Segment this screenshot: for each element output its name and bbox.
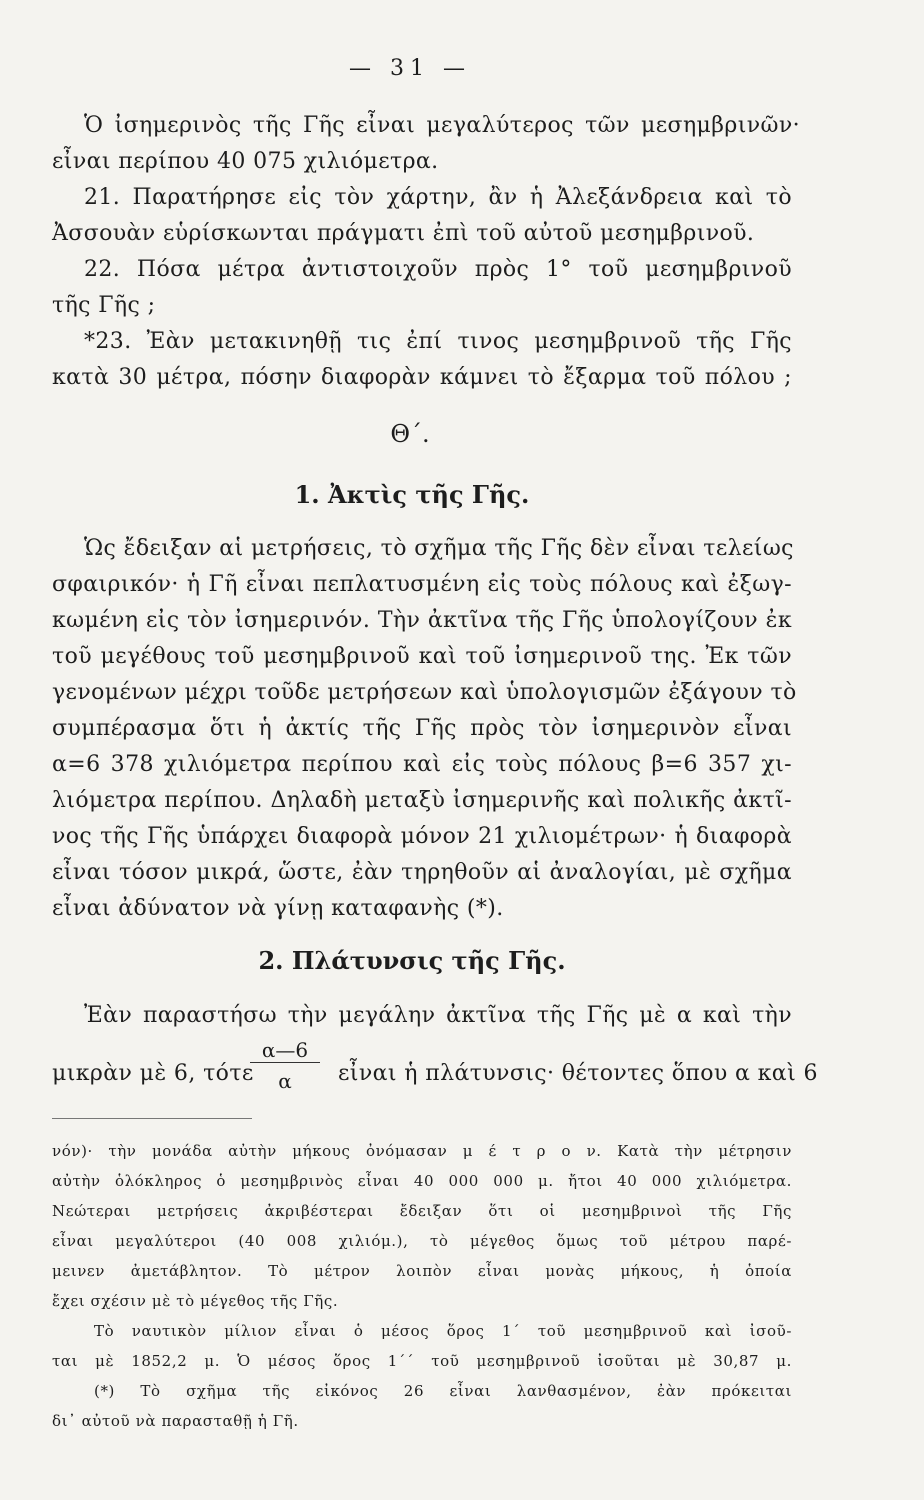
section-1-line: νος τῆς Γῆς ὑπάρχει διαφορὰ μόνον 21 χιλιομέτρων· ἡ διαφορὰ bbox=[52, 824, 792, 849]
footnote-line: εἶναι μεγαλύτεροι (40 008 χιλιόμ.), τὸ μέγεθος ὅμως τοῦ μέτρου παρέ- bbox=[52, 1232, 792, 1250]
footnote-line: ται μὲ 1852,2 μ. Ὁ μέσος ὅρος 1΄΄ τοῦ μεσημβρινοῦ ἰσοῦται μὲ 30,87 μ. bbox=[52, 1352, 792, 1370]
exercise-22-cont: τῆς Γῆς ; bbox=[52, 293, 156, 318]
section-2-title: 2. Πλάτυνσις τῆς Γῆς. bbox=[258, 946, 566, 975]
footnote-line: ἔχει σχέσιν μὲ τὸ μέγεθος τῆς Γῆς. bbox=[52, 1292, 339, 1310]
footnote-asterisk-cont: δι᾿ αὐτοῦ νὰ παρασταθῇ ἡ Γῆ. bbox=[52, 1412, 299, 1430]
exercise-intro-line: εἶναι περίπου 40 075 χιλιόμετρα. bbox=[52, 149, 439, 174]
fraction-denominator: α bbox=[278, 1069, 292, 1093]
section-2-line-end: εἶναι ἡ πλάτυνσις· θέτοντες ὅπου α καὶ 6 bbox=[338, 1061, 818, 1086]
section-1-line: α=6 378 χιλιόμετρα περίπου καὶ εἰς τοὺς πόλους β=6 357 χι- bbox=[52, 752, 792, 777]
section-1-line: εἶναι τόσον μικρά, ὥστε, ἐὰν τηρηθοῦν αἱ ἀναλογίαι, μὲ σχῆμα bbox=[52, 860, 792, 885]
exercise-22: 22. Πόσα μέτρα ἀντιστοιχοῦν πρὸς 1° τοῦ μεσημβρινοῦ bbox=[84, 257, 792, 282]
exercise-23-cont: κατὰ 30 μέτρα, πόσην διαφορὰν κάμνει τὸ ἔξαρμα τοῦ πόλου ; bbox=[52, 365, 792, 390]
section-1-line: κωμένη εἰς τὸν ἰσημερινόν. Τὴν ἀκτῖνα τῆς Γῆς ὑπολογίζουν ἐκ bbox=[52, 608, 792, 633]
footnote-line: μεινεν ἀμετάβλητον. Τὸ μέτρον λοιπὸν εἶναι μονὰς μήκους, ἡ ὁποία bbox=[52, 1262, 792, 1280]
footnote-asterisk: (*) Τὸ σχῆμα τῆς εἰκόνος 26 εἶναι λανθασμένον, ἐὰν πρόκειται bbox=[94, 1382, 792, 1400]
footnote-line: αὐτὴν ὁλόκληρος ὁ μεσημβρινὸς εἶναι 40 000 000 μ. ἤτοι 40 000 χιλιόμετρα. bbox=[52, 1172, 792, 1190]
footnote-line: Τὸ ναυτικὸν μίλιον εἶναι ὁ μέσος ὅρος 1΄ τοῦ μεσημβρινοῦ καὶ ἰσοῦ- bbox=[94, 1322, 792, 1340]
section-2-line: Ἐὰν παραστήσω τὴν μεγάλην ἀκτῖνα τῆς Γῆς μὲ α καὶ τὴν bbox=[84, 1003, 792, 1028]
section-1-line: τοῦ μεγέθους τοῦ μεσημβρινοῦ καὶ τοῦ ἰσημερινοῦ της. Ἐκ τῶν bbox=[52, 644, 792, 669]
section-1-line: Ὡς ἔδειξαν αἱ μετρήσεις, τὸ σχῆμα τῆς Γῆς δὲν εἶναι τελείως bbox=[84, 536, 794, 561]
section-1-line: σφαιρικόν· ἡ Γῆ εἶναι πεπλατυσμένη εἰς τοὺς πόλους καὶ ἐξωγ- bbox=[52, 572, 792, 597]
page-number: — 31 — bbox=[349, 56, 471, 81]
fraction-numerator: α—6 bbox=[250, 1038, 320, 1063]
exercise-21-cont: Ἀσσουὰν εὑρίσκωνται πράγματι ἐπὶ τοῦ αὐτοῦ μεσημβρινοῦ. bbox=[52, 221, 755, 246]
section-1-line: γενομένων μέχρι τοῦδε μετρήσεων καὶ ὑπολογισμῶν ἐξάγουν τὸ bbox=[52, 680, 797, 705]
chapter-mark: Θ΄. bbox=[390, 420, 430, 448]
section-1-title: 1. Ἀκτὶς τῆς Γῆς. bbox=[294, 480, 530, 509]
section-1-line: εἶναι ἀδύνατον νὰ γίνῃ καταφανὴς (*). bbox=[52, 896, 504, 921]
footnote-line: νόν)· τὴν μονάδα αὐτὴν μήκους ὀνόμασαν μ έ τ ρ ο ν. Κατὰ τὴν μέτρησιν bbox=[52, 1142, 792, 1160]
section-1-line: συμπέρασμα ὅτι ἡ ἀκτίς τῆς Γῆς πρὸς τὸν ἰσημερινὸν εἶναι bbox=[52, 716, 792, 741]
exercise-23: *23. Ἐὰν μετακινηθῇ τις ἐπί τινος μεσημβρινοῦ τῆς Γῆς bbox=[84, 329, 792, 354]
section-2-line-start: μικρὰν μὲ 6, τότε bbox=[52, 1061, 254, 1086]
footnote-line: Νεώτεραι μετρήσεις ἀκριβέστεραι ἔδειξαν ὅτι οἱ μεσημβρινοὶ τῆς Γῆς bbox=[52, 1202, 792, 1220]
exercise-intro-line: Ὁ ἰσημερινὸς τῆς Γῆς εἶναι μεγαλύτερος τῶν μεσημβρινῶν· bbox=[84, 113, 800, 138]
exercise-21: 21. Παρατήρησε εἰς τὸν χάρτην, ἂν ἡ Ἀλεξάνδρεια καὶ τὸ bbox=[84, 185, 792, 210]
footnote-divider bbox=[52, 1118, 252, 1119]
section-1-line: λιόμετρα περίπου. Δηλαδὴ μεταξὺ ἰσημερινῆς καὶ πολικῆς ἀκτῖ- bbox=[52, 788, 792, 813]
